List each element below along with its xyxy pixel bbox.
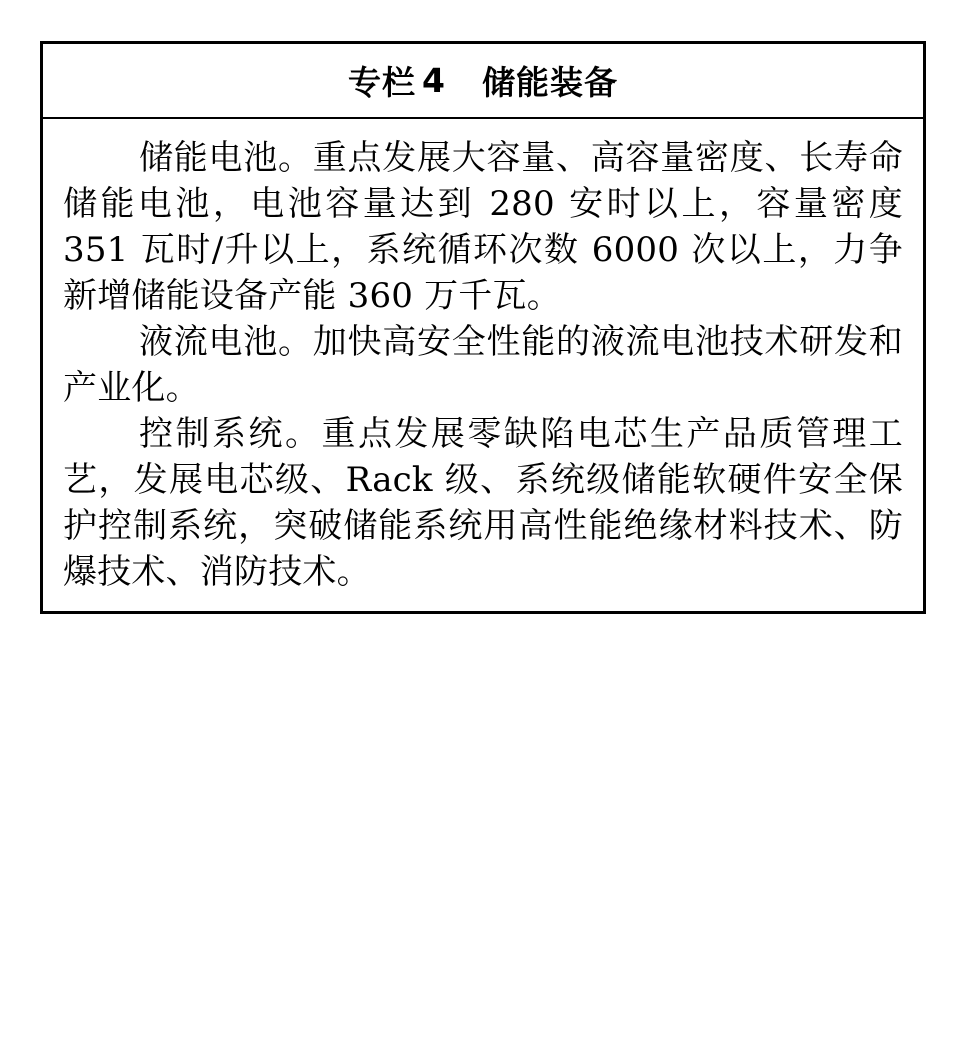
column-number: 4 <box>422 61 446 100</box>
column-body <box>43 119 923 595</box>
paragraph-flow-battery: 液流电池。加快高安全性能的液流电池技术研发和产业化。 <box>63 322 903 408</box>
column-title: 储能装备 <box>481 63 618 102</box>
paragraph-control-system: 控制系统。重点发展零缺陷电芯生产品质管理工艺，发展电芯级、Rack 级、系统级储能软硬件安全保护控制系统，突破储能系统用高性能绝缘材料技术、防爆技术、消防技术。 <box>63 414 903 592</box>
column-box <box>40 41 926 614</box>
column-label: 专栏 <box>348 63 417 102</box>
paragraph-storage-battery: 储能电池。重点发展大容量、高容量密度、长寿命储能电池，电池容量达到 280 安时以上，容量密度 351 瓦时/升以上，系统循环次数 6000 次以上，力争新增储能设备产能 360 万千瓦。 <box>63 138 903 316</box>
column-header <box>43 44 923 119</box>
